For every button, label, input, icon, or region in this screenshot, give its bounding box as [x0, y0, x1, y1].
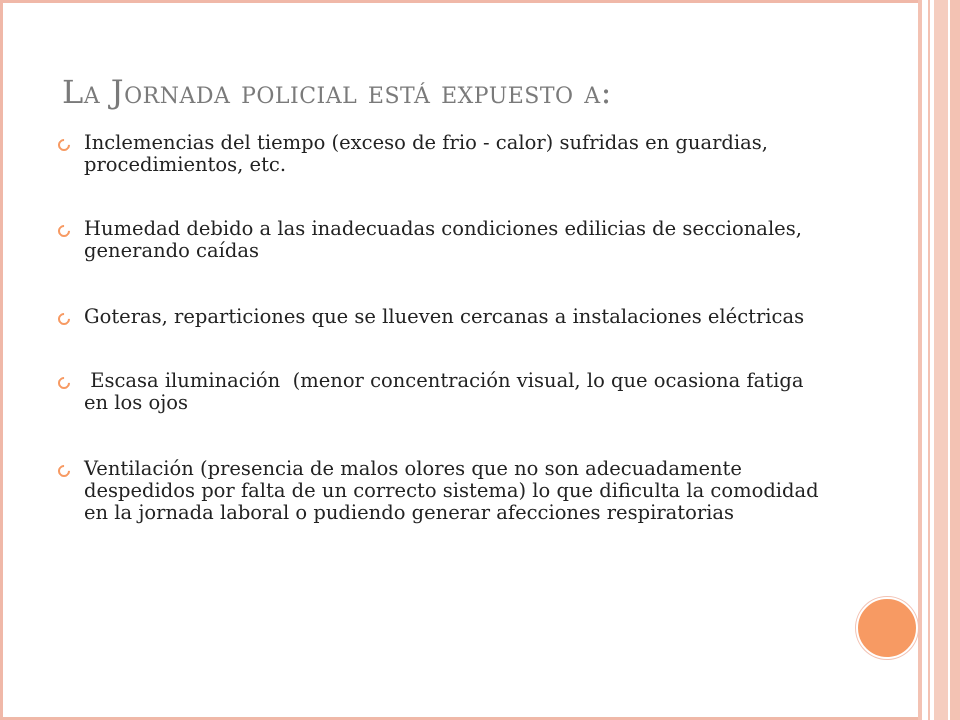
bullet-text: Inclemencias del tiempo (exceso de frio - calor) sufridas en guardias, procedimientos, etc. [84, 131, 768, 176]
bullet-list [58, 132, 828, 524]
right-border-bar [934, 0, 948, 720]
bullet-text: Escasa iluminación (menor concentración visual, lo que ocasiona fatiga en los ojos [84, 369, 810, 414]
bullet-item [58, 458, 828, 524]
bullet-item [58, 218, 828, 262]
open-circle-bullet-icon [56, 137, 73, 154]
bullet-item [58, 370, 828, 414]
orange-circle-icon [856, 597, 918, 659]
open-circle-bullet-icon [56, 223, 73, 240]
bullet-text: Ventilación (presencia de malos olores que no son adecuadamente despedidos por falta de un correcto sistema) lo que dificulta la comodidad en la jornada laboral o pudiendo generar afecciones respiratorias [84, 457, 819, 524]
bullet-item [58, 132, 828, 176]
bullet-text: Humedad debido a las inadecuadas condiciones edilicias de seccionales, generando caídas [84, 217, 802, 262]
right-border-bar [950, 0, 960, 720]
open-circle-bullet-icon [56, 311, 73, 328]
slide-title: La Jornada policial está expuesto a: [62, 73, 612, 111]
bullet-text: Goteras, reparticiones que se llueven cercanas a instalaciones eléctricas [84, 305, 805, 328]
bullet-item [58, 306, 828, 328]
open-circle-bullet-icon [56, 463, 73, 480]
open-circle-bullet-icon [56, 375, 73, 392]
